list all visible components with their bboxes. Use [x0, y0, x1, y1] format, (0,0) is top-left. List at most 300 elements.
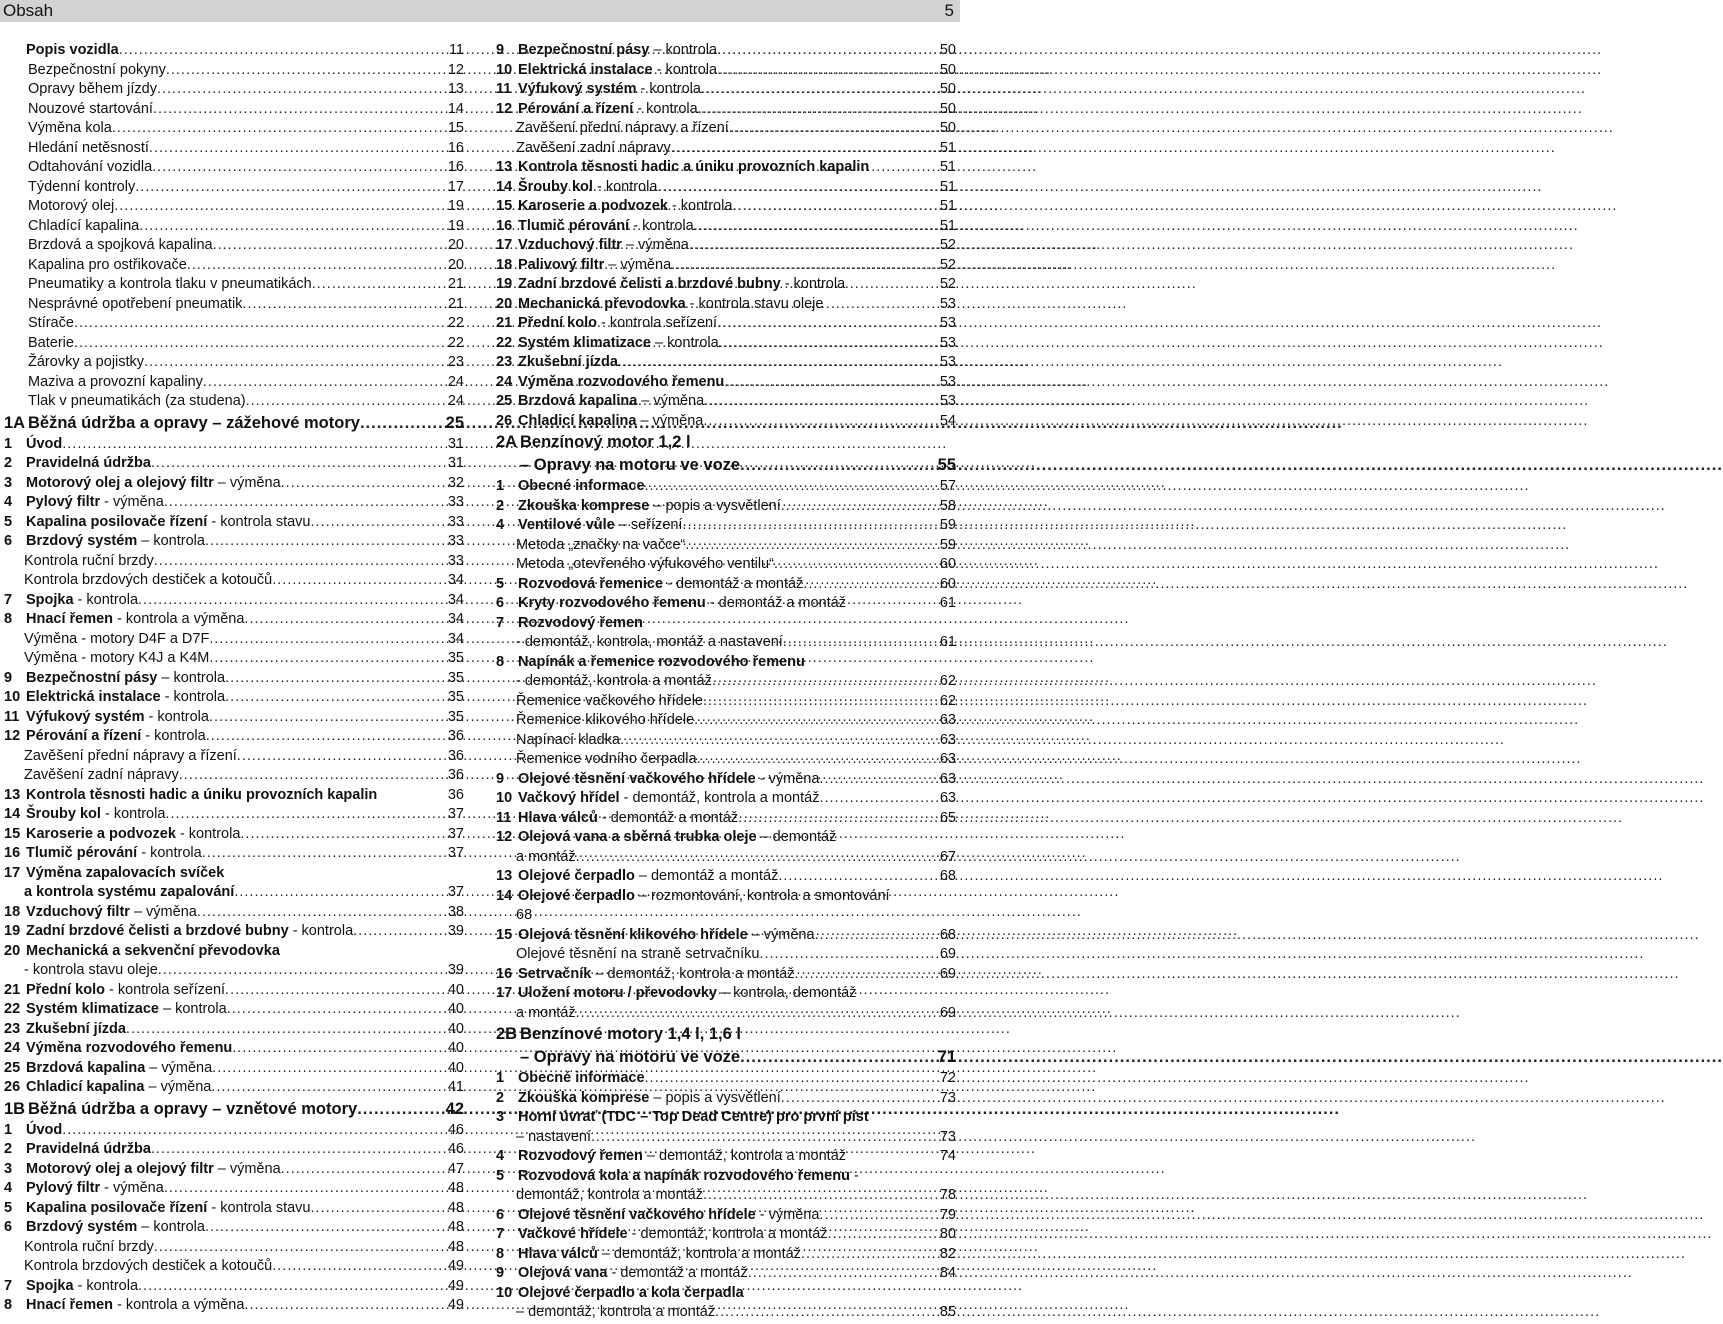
toc-entry-title-rest: – kontrola	[651, 334, 719, 351]
dot-leader	[576, 1004, 938, 1024]
toc-entry[interactable]	[496, 1023, 956, 1046]
toc-entry-title	[28, 61, 166, 81]
toc-entry-page: 60	[939, 575, 956, 592]
toc-entry-title-rest: Zavěšení zadní nápravy	[516, 139, 671, 156]
toc-entry[interactable]	[4, 942, 464, 962]
toc-entry[interactable]	[496, 100, 956, 120]
toc-entry[interactable]	[496, 1167, 956, 1187]
toc-entry-title	[518, 1147, 846, 1167]
toc-entry-title-bold: Kryty rozvodového řemenu	[518, 595, 706, 611]
dot-leader	[154, 552, 446, 572]
toc-entry[interactable]	[4, 1257, 464, 1277]
toc-entry[interactable]	[4, 1179, 464, 1199]
toc-entry-title	[518, 809, 738, 829]
toc-entry-page: 19	[447, 198, 464, 214]
toc-entry-page: 59	[939, 536, 956, 553]
toc-entry-title-rest: - demontáž a montáž	[705, 595, 846, 611]
toc-entry[interactable]	[496, 1046, 956, 1069]
toc-entry-title-bold: Rozvodová řemenice	[518, 575, 664, 592]
toc-entry[interactable]	[4, 747, 464, 767]
toc-entry-number: 19	[4, 923, 21, 939]
toc-entry-page: 71	[937, 1048, 956, 1066]
dot-leader	[828, 1225, 938, 1245]
toc-entry-title	[26, 942, 280, 962]
toc-entry[interactable]	[496, 1264, 956, 1284]
dot-leader	[126, 1020, 446, 1040]
toc-entry-title-rest: – demontáž	[756, 829, 837, 845]
toc-entry[interactable]	[496, 1284, 956, 1304]
toc-entry-title-rest: Olejové těsnění na straně setrvačníku	[516, 946, 760, 962]
toc-entry[interactable]	[496, 848, 956, 868]
toc-entry[interactable]	[4, 353, 464, 373]
toc-entry[interactable]	[496, 789, 956, 809]
toc-entry-title	[28, 373, 203, 393]
toc-entry-title-rest: – kontrola	[137, 533, 205, 549]
toc-entry[interactable]	[496, 236, 956, 256]
toc-entry[interactable]	[4, 688, 464, 708]
toc-entry-title-rest: Kontrola ruční brzdy	[24, 552, 154, 569]
toc-entry-number: 17	[496, 237, 513, 253]
toc-entry-page: 34	[447, 611, 464, 627]
toc-entry-title	[28, 158, 152, 178]
toc-entry-title	[516, 672, 712, 692]
toc-entry[interactable]	[496, 614, 956, 634]
toc-entry-title-bold: Palivový filtr	[518, 256, 605, 273]
toc-entry-page: 60	[939, 556, 956, 572]
toc-entry[interactable]	[4, 197, 464, 217]
toc-entry-title-rest: - kontrola	[629, 217, 694, 234]
toc-entry[interactable]	[496, 731, 956, 751]
dot-leader	[717, 314, 938, 334]
toc-entry-page: 52	[939, 237, 956, 253]
dot-leader	[618, 353, 938, 373]
toc-entry-title-rest: Tlak v pneumatikách (za studena)	[28, 393, 246, 409]
dot-leader	[717, 61, 938, 81]
toc-entry-title-rest: - výměna	[100, 494, 164, 510]
toc-entry-page: 37	[447, 806, 464, 822]
toc-entry-title	[26, 805, 165, 825]
toc-entry-title-bold: Vzduchový filtr	[518, 237, 622, 253]
toc-entry-title-rest: Chladící kapalina	[28, 217, 140, 234]
toc-entry-title-rest: - kontrola	[780, 276, 846, 292]
dot-leader	[703, 1186, 938, 1206]
dot-leader	[312, 275, 446, 295]
toc-entry[interactable]	[4, 513, 464, 533]
toc-entry-number: 23	[496, 354, 513, 370]
toc-entry-title-bold: Benzínové motory 1,4 l, 1,6 l	[520, 1025, 741, 1043]
toc-entry[interactable]	[496, 1089, 956, 1109]
toc-entry[interactable]	[496, 575, 956, 595]
toc-entry-title	[28, 100, 153, 120]
toc-entry-title-rest: - demontáž, kontrola, montáž a nastavení	[516, 634, 783, 650]
toc-entry-page: 32	[447, 474, 464, 491]
toc-entry[interactable]	[4, 1078, 464, 1098]
toc-entry[interactable]	[4, 864, 464, 884]
toc-entry-number: 10	[496, 61, 513, 78]
toc-entry-title	[518, 41, 717, 61]
dot-leader	[819, 1206, 937, 1226]
toc-entry-title-rest: - kontrola	[288, 923, 354, 939]
toc-entry[interactable]	[4, 1296, 464, 1316]
toc-entry-page: 55	[937, 456, 956, 474]
toc-entry-title-rest: Metoda „otevřeného výfukového ventilu“	[516, 556, 774, 572]
toc-entry-title-bold: Pylový filtr	[26, 1180, 101, 1196]
toc-entry-title-bold: Vačkové hřídele	[518, 1226, 628, 1242]
toc-entry[interactable]	[4, 41, 464, 61]
toc-entry-title-rest: Kontrola brzdových destiček a kotoučů	[24, 572, 273, 588]
toc-entry[interactable]	[496, 594, 956, 614]
dot-leader	[697, 750, 938, 770]
toc-entry-number: 11	[496, 809, 512, 826]
dot-leader	[719, 334, 938, 354]
toc-entry-page: 37	[447, 825, 464, 842]
toc-entry[interactable]	[496, 945, 956, 965]
toc-entry[interactable]	[4, 805, 464, 825]
toc-entry[interactable]	[4, 903, 464, 923]
toc-entry-number: 16	[4, 845, 21, 861]
toc-entry[interactable]	[4, 922, 464, 942]
toc-entry[interactable]	[496, 431, 956, 454]
toc-entry-number: 4	[4, 494, 13, 510]
toc-entry[interactable]	[4, 80, 464, 100]
toc-entry[interactable]	[4, 119, 464, 139]
dot-leader	[165, 805, 445, 825]
toc-entry-title	[518, 789, 819, 809]
toc-entry[interactable]	[496, 887, 956, 907]
toc-entry-title-rest: – demontáž, kontrola a montáž	[591, 965, 795, 982]
toc-entry-title	[24, 747, 237, 767]
toc-entry[interactable]	[496, 1128, 956, 1148]
toc-entry-page: 53	[939, 354, 956, 370]
toc-entry[interactable]	[4, 373, 464, 393]
toc-entry[interactable]	[4, 435, 464, 455]
toc-entry[interactable]	[496, 314, 956, 334]
dot-leader	[203, 373, 446, 393]
toc-entry[interactable]	[496, 178, 956, 198]
toc-entry[interactable]	[4, 1199, 464, 1219]
toc-entry[interactable]	[496, 295, 956, 315]
dot-leader	[671, 256, 938, 276]
toc-entry-page: 22	[447, 315, 464, 331]
toc-entry-title	[26, 1059, 212, 1079]
toc-entry[interactable]	[4, 178, 464, 198]
toc-entry[interactable]	[4, 610, 464, 630]
toc-entry-title	[26, 41, 119, 61]
toc-entry[interactable]	[4, 454, 464, 474]
toc-entry[interactable]	[4, 1160, 464, 1180]
toc-entry-title-bold: Olejové čerpadlo	[518, 868, 635, 884]
toc-entry-title	[28, 275, 312, 295]
toc-entry[interactable]	[4, 61, 464, 81]
toc-entry[interactable]	[496, 119, 956, 139]
toc-entry[interactable]	[4, 1059, 464, 1079]
dot-leader	[819, 770, 937, 790]
toc-entry[interactable]	[4, 392, 464, 412]
toc-entry-page: 61	[939, 595, 956, 611]
toc-entry[interactable]	[4, 1277, 464, 1297]
toc-entry[interactable]	[496, 750, 956, 770]
toc-entry-title	[516, 692, 703, 712]
toc-entry[interactable]	[4, 139, 464, 159]
toc-entry[interactable]	[496, 80, 956, 100]
toc-entry[interactable]	[496, 536, 956, 556]
toc-entry-title	[26, 474, 281, 494]
toc-entry-title-bold: Brzdový systém	[26, 533, 138, 549]
toc-entry-title-bold: Kapalina posilovače řízení	[26, 513, 208, 530]
toc-entry[interactable]	[496, 809, 956, 829]
toc-entry[interactable]	[496, 353, 956, 373]
toc-entry[interactable]	[496, 1225, 956, 1245]
toc-entry-page: 68	[939, 926, 956, 943]
toc-entry[interactable]	[496, 965, 956, 985]
toc-entry-page: 54	[939, 412, 956, 429]
dot-leader	[119, 41, 447, 61]
toc-entry-title-rest: – seřízení	[614, 517, 683, 533]
toc-entry-title-rest: -	[849, 1167, 859, 1184]
toc-entry[interactable]	[496, 41, 956, 61]
toc-entry[interactable]	[496, 770, 956, 790]
toc-entry-page: 69	[939, 965, 956, 982]
toc-entry-page: 34	[447, 572, 464, 588]
toc-entry-page: 57	[939, 478, 956, 494]
toc-entry-title-rest: - demontáž, kontrola a montáž	[619, 790, 820, 806]
toc-entry-title	[28, 217, 139, 237]
toc-entry[interactable]	[4, 474, 464, 494]
toc-entry-title-bold: Olejové těsnění vačkového hřídele	[518, 1206, 756, 1223]
toc-entry[interactable]	[496, 392, 956, 412]
toc-entry-title-bold: Výfukový systém	[518, 81, 637, 97]
toc-entry[interactable]	[4, 158, 464, 178]
toc-entry-title	[28, 392, 246, 412]
toc-entry-title-rest: Nesprávné opotřebení pneumatik	[28, 295, 243, 312]
toc-entry-page: 61	[939, 634, 956, 650]
toc-entry-number: 16	[496, 965, 513, 982]
toc-entry[interactable]	[4, 334, 464, 354]
toc-entry-title-rest: – výměna	[213, 474, 281, 491]
toc-entry-title-rest: – výměna	[637, 393, 705, 409]
toc-entry-title	[516, 633, 783, 653]
toc-entry[interactable]	[4, 412, 464, 435]
toc-entry[interactable]	[496, 906, 956, 926]
toc-entry[interactable]	[4, 275, 464, 295]
toc-entry-title-rest: - demontáž a montáž	[607, 1265, 748, 1281]
toc-entry[interactable]	[496, 867, 956, 887]
toc-entry[interactable]	[496, 256, 956, 276]
toc-entry[interactable]	[4, 217, 464, 237]
toc-entry-title	[518, 275, 845, 295]
toc-entry[interactable]	[496, 477, 956, 497]
toc-entry-number: 14	[4, 806, 21, 822]
toc-entry-title-bold: Pérování a řízení	[26, 728, 142, 744]
toc-entry-number: 1B	[4, 1099, 26, 1118]
toc-entry[interactable]	[496, 653, 956, 673]
toc-entry-title-bold: Vzduchový filtr	[26, 903, 130, 920]
toc-entry[interactable]	[4, 825, 464, 845]
toc-entry[interactable]	[496, 1206, 956, 1226]
toc-entry[interactable]	[496, 1147, 956, 1167]
dot-leader	[620, 731, 938, 751]
toc-entry[interactable]	[496, 334, 956, 354]
toc-entry-page: 46	[447, 1121, 464, 1138]
toc-entry[interactable]	[4, 314, 464, 334]
toc-entry[interactable]	[4, 1218, 464, 1238]
toc-entry-title-rest: Hledání netěsností	[28, 139, 149, 156]
toc-entry-page: 74	[939, 1148, 956, 1164]
toc-entry-page: 59	[939, 517, 956, 533]
toc-entry-title-rest: - kontrola	[592, 178, 658, 195]
toc-entry-title-rest: - demontáž a montáž	[597, 809, 739, 826]
toc-entry[interactable]	[4, 630, 464, 650]
toc-entry[interactable]	[496, 158, 956, 178]
toc-entry[interactable]	[4, 1238, 464, 1258]
toc-entry-title-bold: Rozvodový řemen	[518, 1148, 643, 1164]
toc-entry[interactable]	[4, 552, 464, 572]
toc-entry[interactable]	[496, 197, 956, 217]
toc-entry[interactable]	[4, 1020, 464, 1040]
toc-entry[interactable]	[496, 454, 956, 477]
toc-entry-title-rest: - kontrola	[633, 100, 698, 117]
toc-entry-number: 25	[4, 1059, 21, 1076]
toc-entry-title-rest: Bezpečnostní pokyny	[28, 61, 166, 78]
toc-entry[interactable]	[496, 516, 956, 536]
toc-entry[interactable]	[4, 883, 464, 903]
toc-entry-title-bold: Bezpečnostní pásy	[26, 669, 158, 686]
toc-entry-title	[24, 1238, 154, 1258]
toc-entry-title-bold: Hlava válců	[518, 809, 598, 826]
toc-entry[interactable]	[4, 591, 464, 611]
toc-entry[interactable]	[496, 672, 956, 692]
toc-entry-title	[518, 828, 836, 848]
toc-entry[interactable]	[4, 571, 464, 591]
toc-entry-title-rest: - kontrola	[652, 61, 718, 78]
toc-entry-title-bold: Výfukový systém	[26, 708, 145, 725]
toc-entry-page: 36	[447, 786, 464, 803]
toc-entry-title-bold: Pylový filtr	[26, 494, 101, 510]
toc-entry[interactable]	[4, 981, 464, 1001]
toc-entry-title-bold: Hnací řemen	[26, 1297, 114, 1313]
toc-entry-page: 51	[939, 159, 956, 175]
toc-entry-title-rest: Baterie	[28, 334, 74, 351]
toc-entry-title-bold: Benzínový motor 1,2 l	[520, 433, 691, 451]
toc-entry[interactable]	[496, 1245, 956, 1265]
toc-entry-page: 39	[447, 962, 464, 978]
toc-entry[interactable]	[496, 1004, 956, 1024]
toc-entry-title-rest: – výměna	[604, 256, 672, 273]
toc-entry[interactable]	[4, 493, 464, 513]
toc-entry-title-bold: Přední kolo	[26, 981, 105, 998]
toc-entry[interactable]	[4, 236, 464, 256]
toc-entry-title	[518, 477, 645, 497]
toc-entry-title-bold: Tlumič pérování	[518, 217, 630, 234]
toc-entry-page: 67	[939, 848, 956, 865]
toc-entry[interactable]	[4, 1140, 464, 1160]
toc-entry-title-rest: - kontrola	[141, 728, 206, 744]
toc-entry-title	[24, 630, 209, 650]
toc-entry-title-bold: Spojka	[26, 591, 74, 608]
toc-entry[interactable]	[4, 1121, 464, 1141]
toc-entry-title	[26, 591, 138, 611]
toc-entry[interactable]	[496, 984, 956, 1004]
toc-entry-number: 1	[4, 1121, 13, 1138]
toc-entry-page: 11	[448, 42, 464, 58]
toc-entry-title	[518, 653, 805, 673]
dot-leader	[685, 536, 938, 556]
toc-entry-page: 50	[939, 61, 956, 78]
toc-entry[interactable]	[4, 669, 464, 689]
toc-entry[interactable]	[4, 532, 464, 552]
dot-leader	[783, 633, 938, 653]
toc-entry-number: 6	[496, 595, 505, 611]
toc-entry[interactable]	[496, 412, 956, 432]
toc-entry[interactable]	[496, 1186, 956, 1206]
toc-entry-title	[516, 536, 685, 556]
toc-entry[interactable]	[496, 1303, 956, 1323]
toc-entry-page: 50	[939, 100, 956, 117]
toc-entry[interactable]	[496, 497, 956, 517]
toc-entry[interactable]	[496, 139, 956, 159]
toc-entry-title-rest: Nouzové startování	[28, 100, 153, 117]
dot-leader	[151, 454, 446, 474]
toc-entry[interactable]	[4, 100, 464, 120]
toc-entry[interactable]	[4, 1000, 464, 1020]
toc-entry[interactable]	[4, 1039, 464, 1059]
toc-entry[interactable]	[4, 1098, 464, 1121]
toc-entry[interactable]	[496, 1069, 956, 1089]
toc-column-right	[496, 41, 956, 1323]
toc-entry-title-bold: Chladicí kapalina	[26, 1079, 145, 1095]
toc-entry-page: 49	[447, 1297, 464, 1313]
toc-entry[interactable]	[4, 844, 464, 864]
toc-entry-title-rest: Řemenice vodního čerpadla	[516, 751, 697, 767]
toc-entry[interactable]	[496, 275, 956, 295]
toc-entry-number: 2	[496, 1089, 505, 1106]
toc-entry-page: 52	[939, 276, 956, 292]
toc-entry[interactable]	[4, 708, 464, 728]
toc-entry-title-rest: – výměna	[129, 903, 197, 920]
toc-entry[interactable]	[496, 692, 956, 712]
toc-entry-title	[518, 100, 698, 120]
toc-entry[interactable]	[496, 61, 956, 81]
toc-entry[interactable]	[4, 786, 464, 806]
toc-entry[interactable]	[4, 256, 464, 276]
dot-leader	[225, 981, 446, 1001]
toc-entry[interactable]	[4, 961, 464, 981]
toc-entry-title-bold: Spojka	[26, 1277, 74, 1294]
toc-entry-number: 20	[4, 942, 21, 959]
dot-leader	[682, 516, 937, 536]
toc-entry-title	[26, 864, 224, 884]
toc-entry[interactable]	[496, 711, 956, 731]
toc-entry-number: 12	[496, 100, 513, 117]
toc-entry[interactable]	[4, 766, 464, 786]
dot-leader	[227, 1000, 446, 1020]
toc-entry[interactable]	[496, 217, 956, 237]
toc-entry[interactable]	[496, 555, 956, 575]
toc-entry-number: 1A	[4, 413, 26, 432]
toc-entry[interactable]	[496, 633, 956, 653]
toc-entry[interactable]	[496, 1108, 956, 1128]
toc-entry[interactable]	[496, 828, 956, 848]
dot-leader	[237, 747, 446, 767]
toc-entry[interactable]	[4, 727, 464, 747]
toc-entry[interactable]	[4, 295, 464, 315]
toc-entry[interactable]	[4, 649, 464, 669]
toc-entry[interactable]	[496, 373, 956, 393]
toc-entry-title	[516, 906, 532, 926]
toc-entry-title	[518, 1245, 801, 1265]
dot-leader	[179, 766, 446, 786]
toc-entry[interactable]	[496, 926, 956, 946]
